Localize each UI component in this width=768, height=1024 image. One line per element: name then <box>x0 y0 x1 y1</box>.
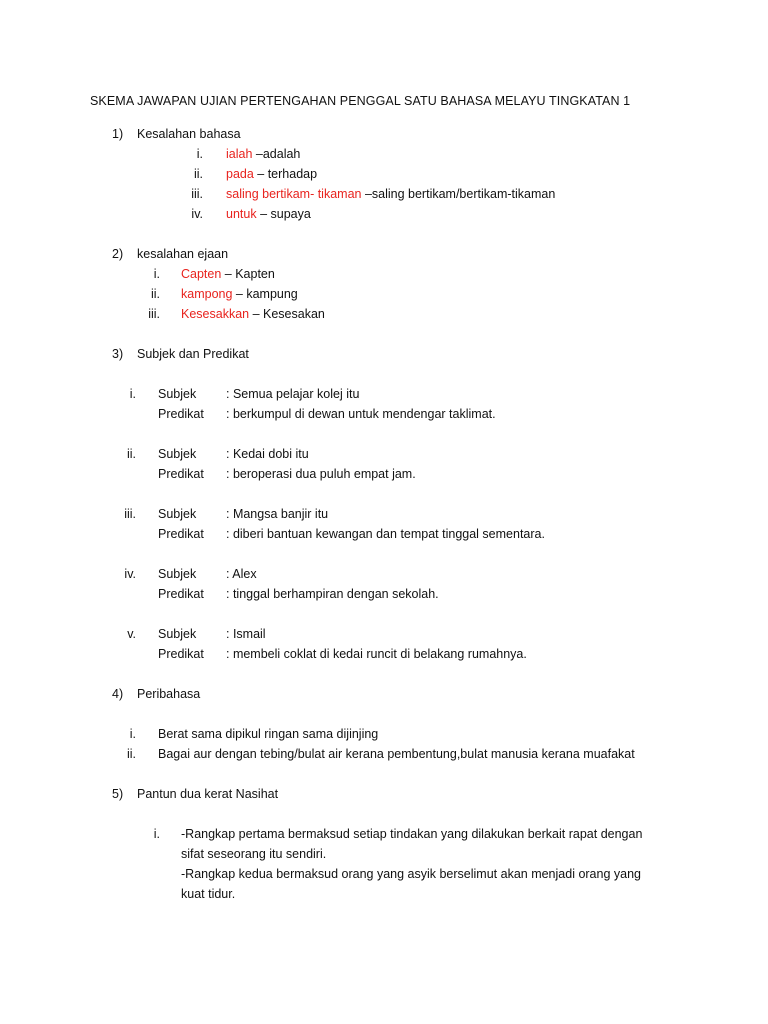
list-number: i. <box>129 727 136 741</box>
subjek-label: Subjek <box>158 567 197 581</box>
subjek-label: Subjek <box>158 387 197 401</box>
pantun-line: kuat tidur. <box>181 887 236 901</box>
peribahasa-item: Berat sama dipikul ringan sama dijinjing <box>158 727 379 741</box>
subjek-label: Subjek <box>158 627 197 641</box>
error-word: Capten <box>181 267 222 281</box>
list-number: i. <box>153 267 160 281</box>
correction: – kampung <box>232 287 298 301</box>
list-number: ii. <box>193 167 203 181</box>
correction: – terhadap <box>253 167 318 181</box>
list-item <box>226 187 555 201</box>
list-number: iv. <box>191 207 203 221</box>
list-number: ii. <box>126 747 136 761</box>
correction: – Kesesakan <box>249 307 325 321</box>
list-item <box>181 287 298 301</box>
predikat-label: Predikat <box>158 407 204 421</box>
peribahasa-item: Bagai aur dengan tebing/bulat air kerana pembentung,bulat manusia kerana muafakat <box>158 747 635 761</box>
predikat-label: Predikat <box>158 467 204 481</box>
predikat-label: Predikat <box>158 587 204 601</box>
section-2-number: 2) <box>112 247 124 261</box>
list-number: ii. <box>126 447 136 461</box>
section-1-heading: Kesalahan bahasa <box>137 127 241 141</box>
section-5-number: 5) <box>112 787 124 801</box>
section-3-number: 3) <box>112 347 124 361</box>
correction: – Kapten <box>221 267 275 281</box>
list-number: ii. <box>150 287 160 301</box>
correction: –adalah <box>252 147 301 161</box>
list-item <box>226 207 311 221</box>
predikat-value: : tinggal berhampiran dengan sekolah. <box>226 587 439 601</box>
section-5-heading: Pantun dua kerat Nasihat <box>137 787 279 801</box>
list-number: iii. <box>191 187 203 201</box>
pantun-line: -Rangkap pertama bermaksud setiap tindakan yang dilakukan berkait rapat dengan <box>181 827 643 841</box>
list-number: i. <box>129 387 136 401</box>
predikat-value: : diberi bantuan kewangan dan tempat tinggal sementara. <box>226 527 545 541</box>
error-word: Kesesakkan <box>181 307 250 321</box>
predikat-value: : beroperasi dua puluh empat jam. <box>226 467 416 481</box>
error-word: untuk <box>226 207 257 221</box>
list-item <box>226 167 317 181</box>
subjek-label: Subjek <box>158 507 197 521</box>
pantun-line: -Rangkap kedua bermaksud orang yang asyik berselimut akan menjadi orang yang <box>181 867 641 881</box>
section-4-heading: Peribahasa <box>137 687 201 701</box>
predikat-label: Predikat <box>158 527 204 541</box>
subjek-value: : Kedai dobi itu <box>226 447 309 461</box>
list-item <box>226 147 300 161</box>
subjek-label: Subjek <box>158 447 197 461</box>
section-1-number: 1) <box>112 127 124 141</box>
correction: –saling bertikam/bertikam-tikaman <box>361 187 556 201</box>
list-item <box>181 307 325 321</box>
section-4-number: 4) <box>112 687 124 701</box>
list-number: i. <box>196 147 203 161</box>
predikat-value: : membeli coklat di kedai runcit di belakang rumahnya. <box>226 647 527 661</box>
subjek-value: : Mangsa banjir itu <box>226 507 329 521</box>
list-number: iv. <box>124 567 136 581</box>
list-number: iii. <box>148 307 160 321</box>
list-number: iii. <box>124 507 136 521</box>
pantun-line: sifat seseorang itu sendiri. <box>181 847 327 861</box>
list-number: i. <box>153 827 160 841</box>
error-word: pada <box>226 167 254 181</box>
error-word: saling bertikam- tikaman <box>226 187 362 201</box>
section-2-heading: kesalahan ejaan <box>137 247 229 261</box>
predikat-label: Predikat <box>158 647 204 661</box>
correction: – supaya <box>256 207 311 221</box>
section-3-heading: Subjek dan Predikat <box>137 347 249 361</box>
subjek-value: : Ismail <box>226 627 266 641</box>
list-item <box>181 267 275 281</box>
list-number: v. <box>127 627 136 641</box>
subjek-value: : Alex <box>226 567 257 581</box>
document-title: SKEMA JAWAPAN UJIAN PERTENGAHAN PENGGAL SATU BAHASA MELAYU TINGKATAN 1 <box>90 94 631 108</box>
predikat-value: : berkumpul di dewan untuk mendengar taklimat. <box>226 407 496 421</box>
error-word: ialah <box>226 147 253 161</box>
error-word: kampong <box>181 287 233 301</box>
subjek-value: : Semua pelajar kolej itu <box>226 387 360 401</box>
